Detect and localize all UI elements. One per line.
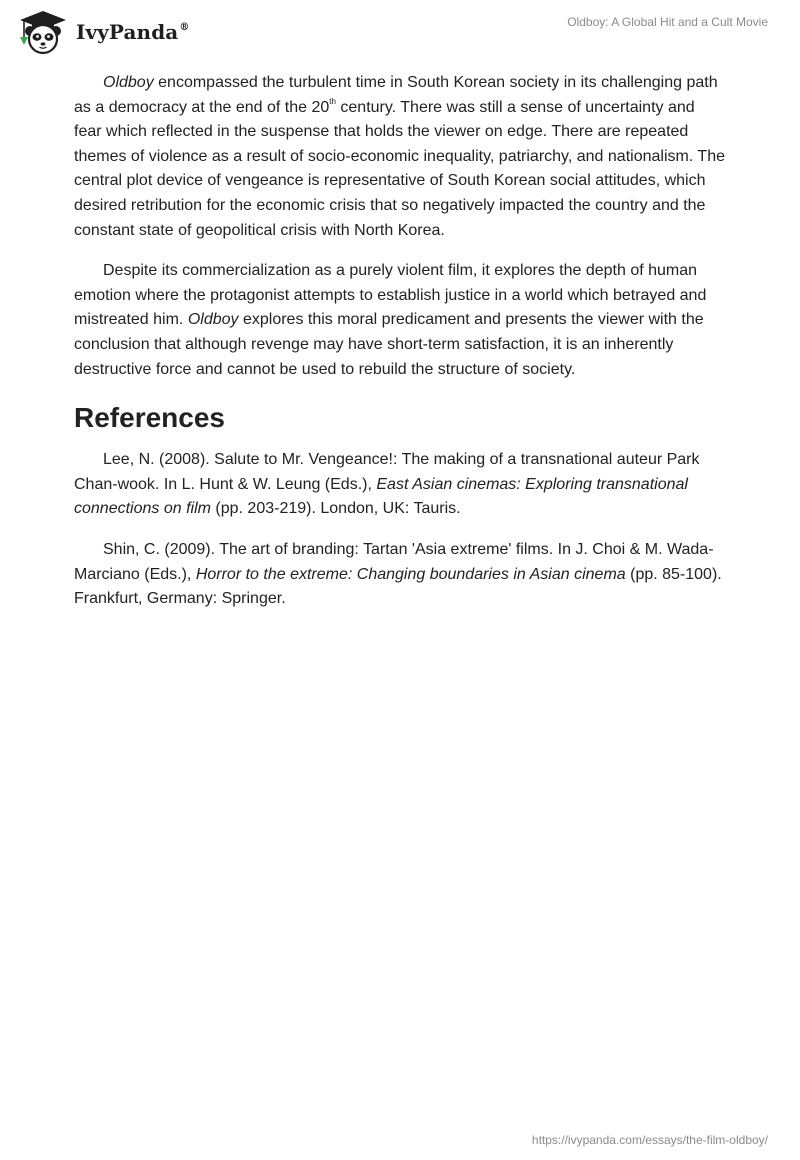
- reference-title: Horror to the extreme: Changing boundaries in Asian cinema: [195, 565, 626, 583]
- references-heading: References: [74, 402, 225, 434]
- reference-text: Shin, C. (2009). The art of branding: Tartan 'Asia extreme' films. In J. Choi & M. Wada-Marciano (Eds.),: [74, 540, 714, 583]
- brand-label: IvyPanda: [76, 20, 179, 44]
- paragraph-text: encompassed the turbulent time in South Korean society in its challenging path as a democracy at the end of the 20: [74, 74, 718, 116]
- paragraph-text: explores this moral predicament and presents the viewer with the conclusion that although revenge may have short-term satisfaction, it is an inherently destructive force and cannot be used to rebuild the structure of society.: [74, 311, 704, 378]
- body-paragraph-1: [74, 71, 726, 243]
- reference-title: East Asian cinemas: Exploring transnational connections on film: [74, 475, 688, 518]
- panda-graduate-icon: [16, 9, 70, 55]
- reference-text: Lee, N. (2008). Salute to Mr. Vengeance!: The making of a transnational auteur Park Chan-wook. In L. Hunt & W. Leung (Eds.),: [74, 451, 700, 493]
- essay-content: [74, 71, 726, 628]
- reference-text: (pp. 85-100). Frankfurt, Germany: Springer.: [74, 565, 722, 608]
- ordinal-suffix: th: [329, 96, 336, 106]
- ivypanda-logo[interactable]: [16, 9, 189, 55]
- paragraph-text: Despite its commercialization as a purely violent film, it explores the depth of human emotion where the protagonist attempts to establish justice in a world which betrayed and mistreated him.: [74, 262, 707, 329]
- paragraph-text: century. There was still a sense of uncertainty and fear which reflected in the suspense that holds the viewer on edge. There are repeated themes of violence as a result of socio-economic inequality, patriarchy, and nationalism. The central plot device of vengeance is representative of South Korean social attitudes, which desired retribution for the economic crisis that so negatively impacted the country and the constant state of geopolitical crisis with North Korea.: [74, 98, 725, 239]
- body-paragraph-2: [74, 259, 726, 382]
- registered-mark: ®: [179, 22, 190, 33]
- reference-text: (pp. 203-219). London, UK: Tauris.: [210, 500, 461, 518]
- film-title: Oldboy: [103, 74, 154, 91]
- source-url[interactable]: https://ivypanda.com/essays/the-film-oldboy/: [531, 1133, 768, 1147]
- document-title: Oldboy: A Global Hit and a Cult Movie: [567, 15, 768, 29]
- brand-name: [76, 20, 189, 44]
- film-title: Oldboy: [187, 311, 239, 329]
- reference-item-2: [74, 538, 726, 612]
- reference-item-1: [74, 448, 726, 522]
- page-header: [0, 0, 800, 62]
